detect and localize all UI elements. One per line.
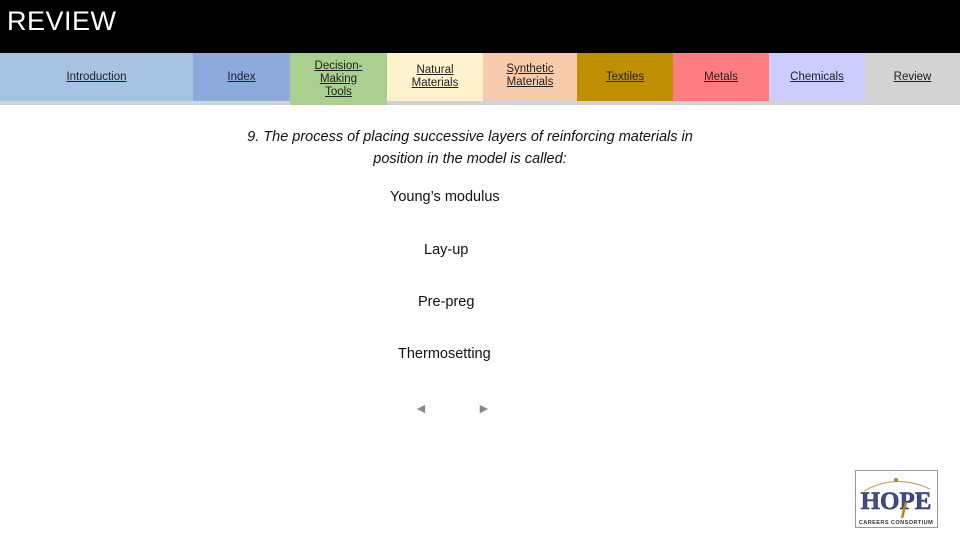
tab-natural-materials-label: Natural Materials: [411, 64, 459, 89]
tab-synthetic-materials-label: Synthetic Materials: [506, 63, 554, 88]
nav-bar: [0, 53, 960, 105]
next-arrow-icon[interactable]: ►: [477, 400, 491, 416]
tab-review[interactable]: [865, 53, 960, 101]
tab-review-label: Review: [893, 70, 932, 83]
tab-chemicals-label: Chemicals: [790, 70, 844, 83]
question-text: 9. The process of placing successive layers of reinforcing materials in position in the model is called:: [247, 129, 693, 167]
hope-logo: [855, 470, 938, 528]
tab-decision-making-tools-label: Decision-Making Tools: [314, 59, 363, 98]
svg-text:CAREERS CONSORTIUM: CAREERS CONSORTIUM: [858, 520, 934, 526]
tab-textiles[interactable]: [577, 53, 673, 101]
tab-metals-label: Metals: [704, 70, 738, 83]
tab-index-label: Index: [227, 70, 256, 83]
header-bar: [0, 0, 960, 53]
tab-textiles-label: Textiles: [605, 70, 645, 83]
page-title: REVIEW: [7, 6, 117, 36]
previous-arrow-icon[interactable]: ◄: [414, 400, 428, 416]
tab-metals[interactable]: [673, 53, 769, 101]
svg-text:HOPE: HOPE: [860, 488, 932, 515]
tab-decision-making-tools[interactable]: [290, 53, 387, 105]
tab-index[interactable]: [193, 53, 290, 101]
answer-option-thermosetting[interactable]: Thermosetting: [398, 346, 491, 362]
tab-natural-materials[interactable]: [387, 53, 483, 101]
tab-chemicals[interactable]: [769, 53, 865, 101]
hope-logo-icon: [856, 471, 937, 527]
tab-introduction-label: Introduction: [66, 70, 127, 83]
answer-option-youngs-modulus[interactable]: Young’s modulus: [390, 189, 500, 205]
tab-synthetic-materials[interactable]: [483, 53, 577, 99]
tab-introduction[interactable]: [0, 53, 193, 101]
answer-option-lay-up[interactable]: Lay-up: [424, 242, 469, 258]
answer-option-pre-preg[interactable]: Pre-preg: [418, 294, 475, 310]
